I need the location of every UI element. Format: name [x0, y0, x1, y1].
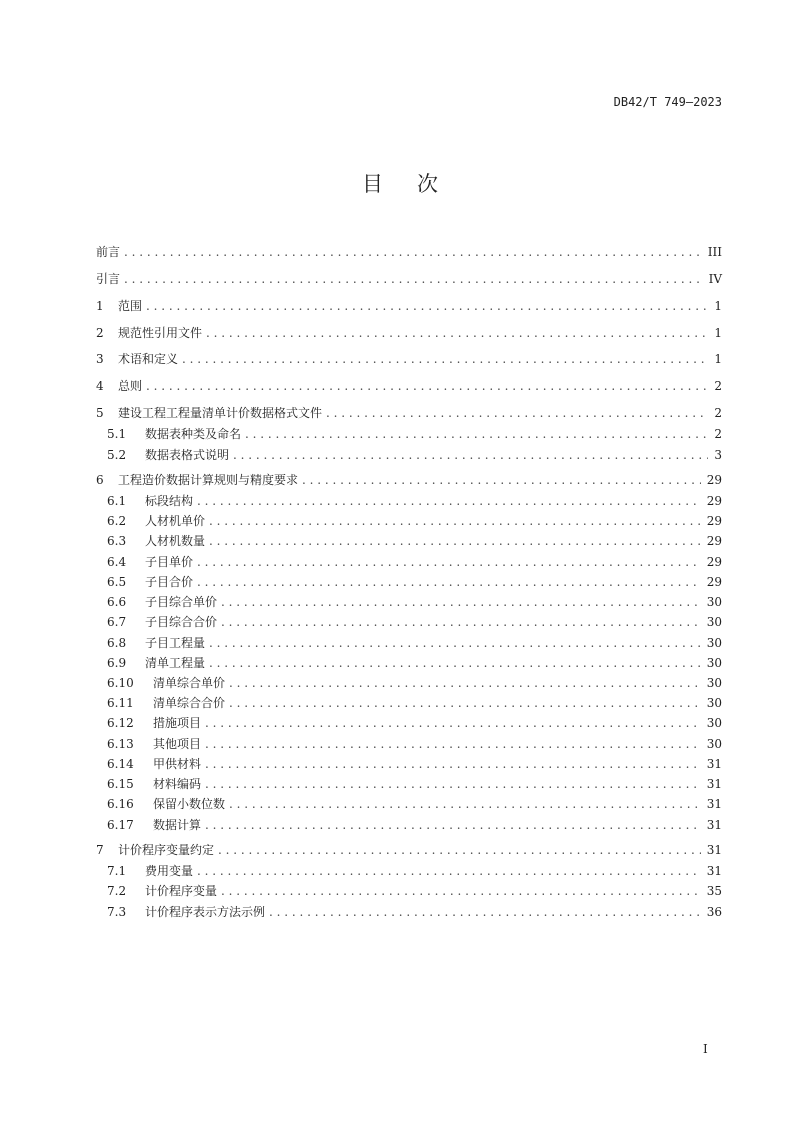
toc-entry-label: 子目工程量 [145, 636, 206, 650]
toc-entry-label: 费用变量 [145, 864, 194, 878]
toc-entry[interactable] [107, 655, 722, 671]
toc-entry-page: 30 [706, 636, 722, 650]
dot-leader [124, 271, 703, 287]
toc-entry-page: 29 [706, 555, 722, 569]
toc-entry-number: 7.3 [107, 905, 127, 919]
toc-entry[interactable] [107, 614, 722, 630]
toc-entry-page: 30 [706, 656, 722, 670]
toc-entry-number: 6.6 [107, 595, 127, 609]
toc-entry-label: 术语和定义 [118, 352, 179, 366]
toc-entry-page: 31 [706, 797, 722, 811]
dot-leader [245, 426, 708, 442]
toc-entry-number: 6.10 [107, 676, 134, 690]
toc-entry-label: 子目综合单价 [145, 595, 218, 609]
toc-entry-label: 子目综合合价 [145, 615, 218, 629]
toc-entry[interactable] [96, 298, 722, 314]
toc-entry-label: 人材机数量 [145, 534, 206, 548]
dot-leader [205, 756, 701, 772]
toc-entry-number: 7.1 [107, 864, 127, 878]
dot-leader [146, 298, 708, 314]
toc-entry-number: 6.11 [107, 696, 134, 710]
toc-entry-page: 2 [714, 379, 722, 393]
toc-entry-page: 30 [706, 676, 722, 690]
toc-entry-label: 范围 [118, 299, 143, 313]
dot-leader [209, 635, 701, 651]
toc-entry-page: 30 [706, 595, 722, 609]
toc-entry[interactable] [107, 635, 722, 651]
toc-entry-label: 数据表格式说明 [145, 448, 230, 462]
toc-entry-label: 甲供材料 [153, 757, 202, 771]
toc-entry[interactable] [107, 715, 722, 731]
toc-entry-page: 31 [706, 777, 722, 791]
toc-entry[interactable] [96, 325, 722, 341]
toc-entry-number: 5 [96, 406, 104, 420]
toc-entry[interactable] [107, 594, 722, 610]
toc-entry[interactable] [107, 675, 722, 691]
dot-leader [206, 325, 708, 341]
toc-entry-page: 30 [706, 696, 722, 710]
toc-entry-page: 35 [706, 884, 722, 898]
dot-leader [229, 675, 701, 691]
toc-entry-number: 6.4 [107, 555, 127, 569]
toc-entry-number: 1 [96, 299, 104, 313]
toc-entry-page: 29 [706, 514, 722, 528]
toc-entry[interactable] [96, 244, 722, 260]
toc-entry[interactable] [107, 883, 722, 899]
toc-entry-label: 子目单价 [145, 555, 194, 569]
dot-leader [197, 863, 701, 879]
toc-entry-label: 清单综合合价 [153, 696, 226, 710]
toc-entry[interactable] [96, 351, 722, 367]
toc-entry[interactable] [107, 554, 722, 570]
toc-entry-page: 30 [706, 716, 722, 730]
toc-entry-label: 引言 [96, 272, 121, 286]
toc-entry-label: 其他项目 [153, 737, 202, 751]
toc-entry[interactable] [107, 695, 722, 711]
toc-entry[interactable] [107, 493, 722, 509]
toc-entry[interactable] [107, 904, 722, 920]
toc-entry[interactable] [107, 574, 722, 590]
toc-entry-page: IV [708, 272, 722, 286]
toc-entry-page: 29 [706, 575, 722, 589]
toc-entry[interactable] [96, 842, 722, 858]
toc-entry-number: 5.2 [107, 448, 127, 462]
toc-entry-number: 6.12 [107, 716, 134, 730]
toc-entry-label: 计价程序变量约定 [118, 843, 215, 857]
toc-entry-number: 6.9 [107, 656, 127, 670]
toc-entry-label: 计价程序表示方法示例 [145, 905, 266, 919]
dot-leader [221, 614, 701, 630]
toc-entry-label: 计价程序变量 [145, 884, 218, 898]
toc-entry-number: 6.2 [107, 514, 127, 528]
toc-entry-page: 29 [706, 494, 722, 508]
toc-entry-page: 3 [714, 448, 722, 462]
toc-entry-page: 2 [714, 427, 722, 441]
toc-entry-label: 子目合价 [145, 575, 194, 589]
toc-entry-label: 前言 [96, 245, 121, 259]
toc-entry-page: 29 [706, 473, 722, 487]
document-id: DB42/T 749—2023 [613, 95, 722, 109]
toc-entry-label: 措施项目 [153, 716, 202, 730]
dot-leader [197, 574, 701, 590]
toc-entry-page: 31 [706, 818, 722, 832]
toc-entry-label: 人材机单价 [145, 514, 206, 528]
toc-entry-number: 4 [96, 379, 104, 393]
toc-entry-label: 保留小数位数 [153, 797, 226, 811]
toc-entry-number: 7 [96, 843, 104, 857]
toc-entry[interactable] [96, 378, 722, 394]
dot-leader [209, 533, 701, 549]
dot-leader [209, 655, 701, 671]
toc-entry[interactable] [107, 426, 722, 442]
toc-entry-number: 6.3 [107, 534, 127, 548]
toc-entry-label: 规范性引用文件 [118, 326, 203, 340]
toc-entry-page: 31 [706, 757, 722, 771]
toc-entry[interactable] [107, 863, 722, 879]
toc-entry[interactable] [96, 405, 722, 421]
toc-entry-page: 36 [706, 905, 722, 919]
dot-leader [269, 904, 701, 920]
toc-entry-page: 31 [706, 843, 722, 857]
toc-entry-number: 6.17 [107, 818, 134, 832]
dot-leader [302, 472, 701, 488]
dot-leader [209, 513, 701, 529]
toc-entry-label: 工程造价数据计算规则与精度要求 [118, 473, 299, 487]
toc-entry-label: 材料编码 [153, 777, 202, 791]
toc-entry-label: 总则 [118, 379, 143, 393]
toc-entry-page: 2 [714, 406, 722, 420]
toc-entry-number: 6.7 [107, 615, 127, 629]
toc-entry[interactable] [107, 817, 722, 833]
toc-entry[interactable] [107, 756, 722, 772]
dot-leader [197, 554, 701, 570]
toc-entry-label: 清单综合单价 [153, 676, 226, 690]
toc-entry-label: 清单工程量 [145, 656, 206, 670]
toc-entry-label: 数据表种类及命名 [145, 427, 242, 441]
toc-entry-page: 31 [706, 864, 722, 878]
dot-leader [221, 883, 701, 899]
toc-entry-page: 30 [706, 615, 722, 629]
toc-entry-number: 6.8 [107, 636, 127, 650]
dot-leader [146, 378, 708, 394]
dot-leader [218, 842, 701, 858]
toc-entry[interactable] [96, 472, 722, 488]
page-title: 目次 [362, 172, 472, 196]
toc-entry[interactable] [107, 796, 722, 812]
dot-leader [221, 594, 701, 610]
dot-leader [205, 776, 701, 792]
toc-entry-label: 建设工程工程量清单计价数据格式文件 [118, 406, 323, 420]
toc-entry-number: 6.15 [107, 777, 134, 791]
dot-leader [124, 244, 702, 260]
dot-leader [326, 405, 708, 421]
toc-entry-number: 6.14 [107, 757, 134, 771]
toc-entry-number: 6.1 [107, 494, 127, 508]
toc-entry[interactable] [107, 447, 722, 463]
toc-entry-number: 6.5 [107, 575, 127, 589]
toc-entry-number: 3 [96, 352, 104, 366]
toc-entry-page: 1 [714, 326, 722, 340]
toc-entry-number: 2 [96, 326, 104, 340]
toc-entry[interactable] [96, 271, 722, 287]
toc-entry-number: 6.13 [107, 737, 134, 751]
toc-entry[interactable] [107, 776, 722, 792]
dot-leader [197, 493, 701, 509]
toc-entry-page: 30 [706, 737, 722, 751]
dot-leader [229, 695, 701, 711]
page-number: I [703, 1042, 708, 1056]
toc-entry[interactable] [107, 736, 722, 752]
dot-leader [205, 817, 701, 833]
toc-entry-label: 数据计算 [153, 818, 202, 832]
dot-leader [182, 351, 708, 367]
toc-entry-number: 6.16 [107, 797, 134, 811]
toc-entry-label: 标段结构 [145, 494, 194, 508]
toc-entry-number: 7.2 [107, 884, 127, 898]
toc-entry-page: III [707, 245, 722, 259]
dot-leader [205, 715, 701, 731]
dot-leader [229, 796, 701, 812]
toc-entry[interactable] [107, 513, 722, 529]
dot-leader [205, 736, 701, 752]
dot-leader [233, 447, 708, 463]
toc-entry-page: 29 [706, 534, 722, 548]
toc-entry[interactable] [107, 533, 722, 549]
toc-entry-page: 1 [714, 299, 722, 313]
toc-entry-page: 1 [714, 352, 722, 366]
toc-entry-number: 6 [96, 473, 104, 487]
toc-entry-number: 5.1 [107, 427, 127, 441]
